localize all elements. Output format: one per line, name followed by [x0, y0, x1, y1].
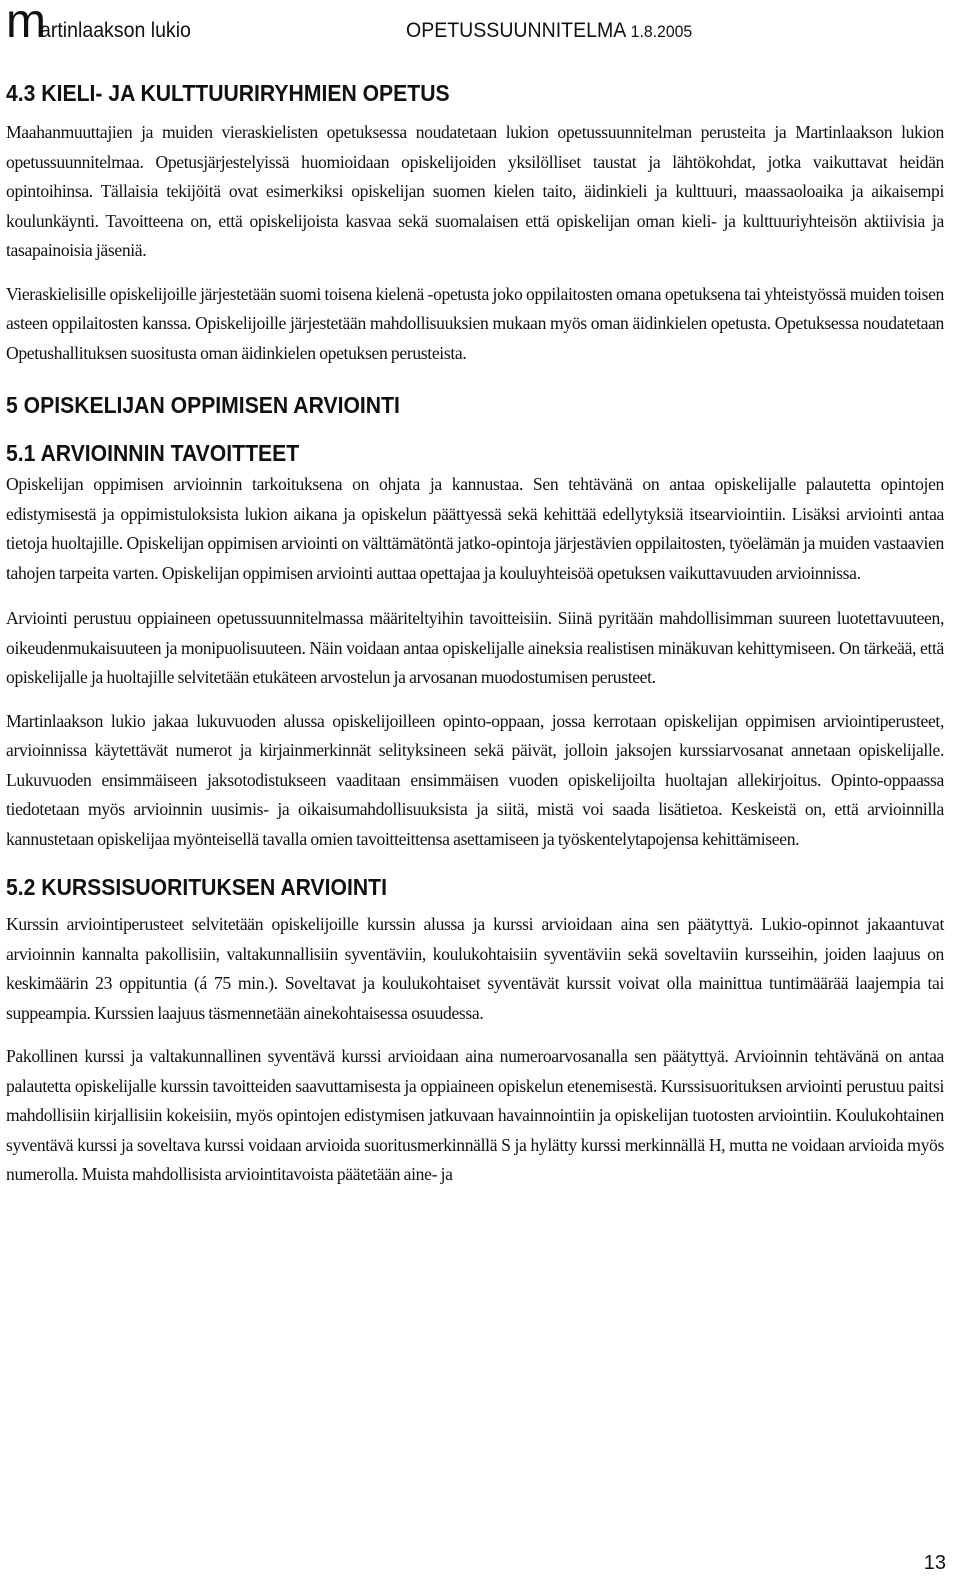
paragraph: Kurssin arviointiperusteet selvitetään opiskelijoille kurssin alussa ja kurssi arvioidaan aina sen päätyttyä. Lukio-opinnot jakaantuvat arvioinnin kannalta pakollisiin, valtakunnallisiin syventäviin, koulukohtaisiin syventäviin sekä soveltaviin kursseihin, joiden laajuus on keskimäärin 23 oppituntia (á 75 min.). Soveltavat ja koulukohtaiset syventävät kurssit voivat olla mainittua tuntimäärää laajempia tai suppeampia. Kurssien laajuus täsmennetään ainekohtaisessa osuudessa.: [6, 914, 944, 1023]
section-heading-5-1: 5.1 ARVIOINNIN TAVOITTEET: [6, 440, 300, 466]
document-title: [406, 19, 692, 43]
paragraph: Martinlaakson lukio jakaa lukuvuoden alussa opiskelijoilleen opinto-oppaan, jossa kerrotaan opiskelijan oppimisen arviointiperusteet, arvioinnissa käytettävät numerot ja kirjainmerkinnät selityksineen sekä päivät, jolloin jaksojen kurssiarvosanat annetaan opiskelijalle. Lukuvuoden ensimmäiseen jaksotodistukseen vaaditaan ensimmäisen vuoden opiskelijoilta huoltajan allekirjoitus. Opinto-oppaassa tiedotetaan myös arvioinnin uusimis- ja oikaisumahdollisuuksista ja siitä, mistä voi saada lisätietoa. Keskeistä on, että arvioinnilla kannustetaan opiskelijaa myönteisellä tavalla omien tavoitteittensa asettamiseen ja työskentelytapojensa kehittämiseen.: [6, 710, 944, 849]
section-heading-5: 5 OPISKELIJAN OPPIMISEN ARVIOINTI: [6, 392, 400, 418]
page-content: [6, 78, 944, 1190]
paragraph: Arviointi perustuu oppiaineen opetussuunnitelmassa määriteltyihin tavoitteisiin. Siinä pyritään mahdollisimman suureen luotettavuuteen, oikeudenmukaisuuteen ja monipuolisuuteen. Näin voidaan antaa opiskelijalle aineksia realistisen minäkuvan kehittymiseen. On tärkeää, että opiskelijalle ja huoltajille selvitetään etukäteen arvostelun ja arvosanan muodostumisen perusteet.: [6, 608, 944, 687]
paragraph: Vieraskielisille opiskelijoille järjestetään suomi toisena kielenä -opetusta joko oppilaitosten omana opetuksena tai yhteistyössä muiden toisen asteen oppilaitosten kanssa. Opiskelijoille järjestetään mahdollisuuksien mukaan myös oman äidinkielen opetusta. Opetuksessa noudatetaan Opetushallituksen suositusta oman äidinkielen opetuksen perusteista.: [6, 283, 944, 363]
school-name: artinlaakson lukio: [40, 19, 191, 42]
section-heading-4-3: 4.3 KIELI- JA KULTTUURIRYHMIEN OPETUS: [6, 80, 450, 106]
document-title-text: OPETUSSUUNNITELMA: [406, 19, 626, 42]
paragraph: Maahanmuuttajien ja muiden vieraskielisten opetuksessa noudatetaan lukion opetussuunnitelman perusteita ja Martinlaakson lukion opetussuunnitelmaa. Opetusjärjestelyissä huomioidaan opiskelijoiden yksilölliset taustat ja lähtökohdat, jotka vaikuttavat heidän opintoihinsa. Tällaisia tekijöitä ovat esimerkiksi opiskelijan suomen kielen taito, äidinkieli ja kulttuuri, maassaoloaika ja aikaisempi koulunkäynti. Tavoitteena on, että opiskelijoista kasvaa sekä suomalaisen että opiskelijan oman kieli- ja kulttuuriyhteisön aktiivisia ja tasapainoisia jäseniä.: [6, 122, 944, 260]
section-heading-5-2: 5.2 KURSSISUORITUKSEN ARVIOINTI: [6, 874, 387, 900]
paragraph: Pakollinen kurssi ja valtakunnallinen syventävä kurssi arvioidaan aina numeroarvosanalla sen päätyttyä. Arvioinnin tehtävänä on antaa palautetta opiskelijalle kurssin tavoitteiden saavuttamisesta ja oppiaineen opiskelun etenemisestä. Kurssisuorituksen arviointi perustuu paitsi mahdollisiin kirjallisiin kokeisiin, myös opintojen edistymisen jatkuvaan havainnointiin ja opiskelijan tuotosten arviointiin. Koulukohtainen syventävä kurssi ja soveltava kurssi voidaan arvioida suoritusmerkinnällä S ja hylätty kurssi merkinnällä H, mutta ne voidaan arvioida myös numerolla. Muista mahdollisista arviointitavoista päätetään aine- ja: [6, 1046, 944, 1184]
page-header: [6, 2, 946, 50]
page-number: 13: [923, 1552, 946, 1574]
paragraph: Opiskelijan oppimisen arvioinnin tarkoituksena on ohjata ja kannustaa. Sen tehtävänä on antaa opiskelijalle palautetta opintojen edistymisestä ja oppimistuloksista lukion aikana ja opiskelun päättyessä sekä kehittää edellytyksiä itsearviointiin. Lisäksi arviointi antaa tietoja huoltajille. Opiskelijan oppimisen arviointi on välttämätöntä jatko-opintoja järjestävien oppilaitosten, työelämän ja muiden vastaavien tahojen tarpeita varten. Opiskelijan oppimisen arviointi auttaa opettajaa ja kouluyhteisöä opetuksen vaikuttavuuden arvioinnissa.: [6, 474, 944, 583]
document-date: 1.8.2005: [630, 22, 693, 41]
school-logo-initial: m: [6, 0, 45, 48]
